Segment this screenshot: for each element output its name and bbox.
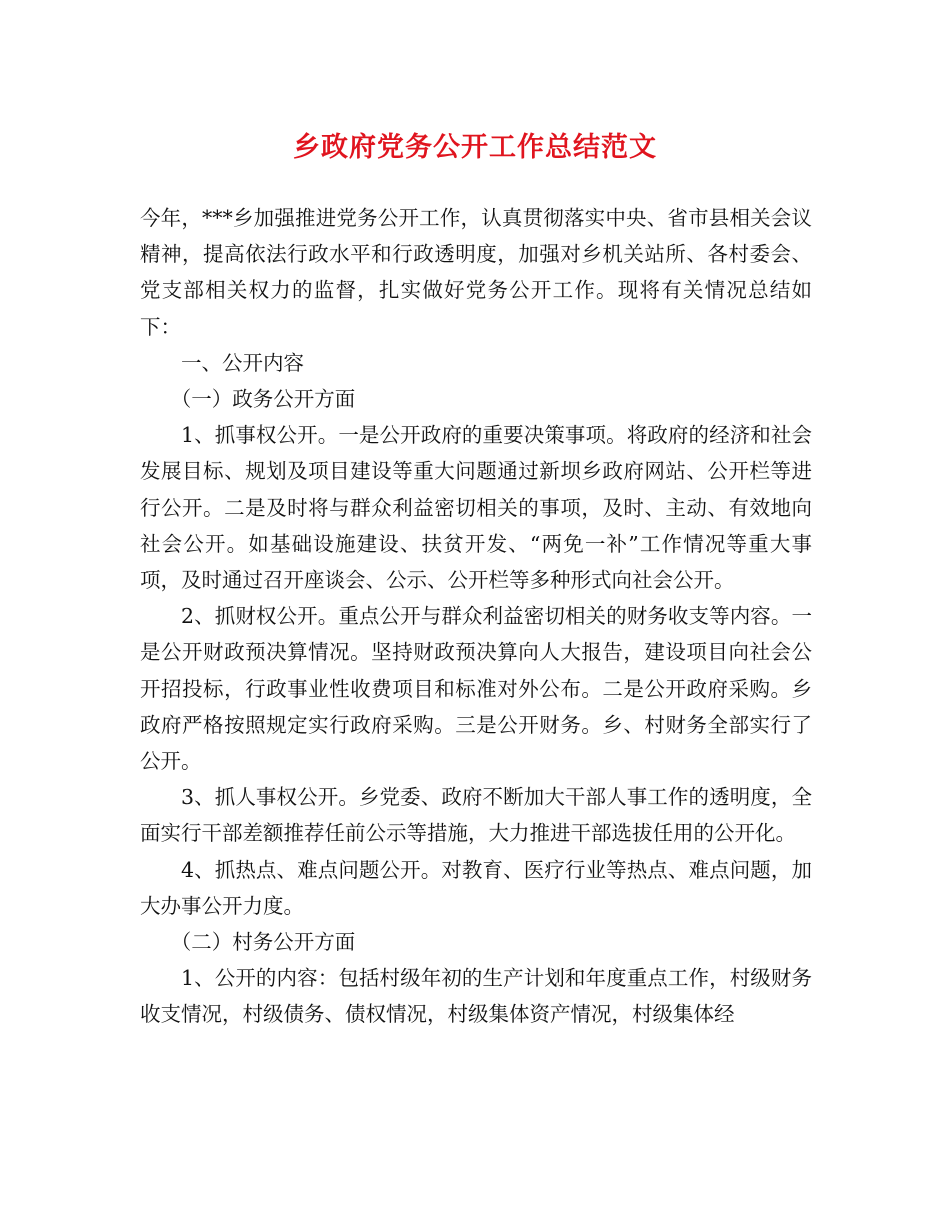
paragraph-intro: 今年，***乡加强推进党务公开工作，认真贯彻落实中央、省市县相关会议精神，提高依法行政水平和行政透明度，加强对乡机关站所、各村委会、党支部相关权力的监督，扎实做好党务公开工作。现将有关情况总结如下： [140, 206, 812, 339]
section-heading-content: 一、公开内容 [181, 350, 304, 375]
paragraph-item: 1、公开的内容：包括村级年初的生产计划和年度重点工作，村级财务收支情况，村级债务、债权情况，村级集体资产情况，村级集体经 [140, 966, 812, 1027]
paragraph-item: 3、抓人事权公开。乡党委、政府不断加大干部人事工作的透明度，全面实行干部差额推荐任前公示等措施，大力推进干部选拔任用的公开化。 [140, 785, 812, 846]
paragraph-item: 2、抓财权公开。重点公开与群众利益密切相关的财务收支等内容。一是公开财政预决算情况。坚持财政预决算向人大报告，建设项目向社会公开招投标，行政事业性收费项目和标准对外公布。二是公开政府采购。乡政府严格按照规定实行政府采购。三是公开财务。乡、村财务全部实行了公开。 [140, 604, 812, 774]
paragraph-item: 4、抓热点、难点问题公开。对教育、医疗行业等热点、难点问题，加大办事公开力度。 [140, 857, 812, 918]
document-body [140, 200, 812, 1033]
subsection-heading-village: （二）村务公开方面 [170, 930, 356, 955]
paragraph-item: 1、抓事权公开。一是公开政府的重要决策事项。将政府的经济和社会发展目标、规划及项目建设等重大问题通过新坝乡政府网站、公开栏等进行公开。二是及时将与群众利益密切相关的事项，及时、主动、有效地向社会公开。如基础设施建设、扶贫开发、“两免一补”工作情况等重大事项，及时通过召开座谈会、公示、公开栏等多种形式向社会公开。 [140, 423, 812, 593]
document-title: 乡政府党务公开工作总结范文 [293, 132, 657, 163]
subsection-heading-government: （一）政务公开方面 [170, 387, 356, 412]
